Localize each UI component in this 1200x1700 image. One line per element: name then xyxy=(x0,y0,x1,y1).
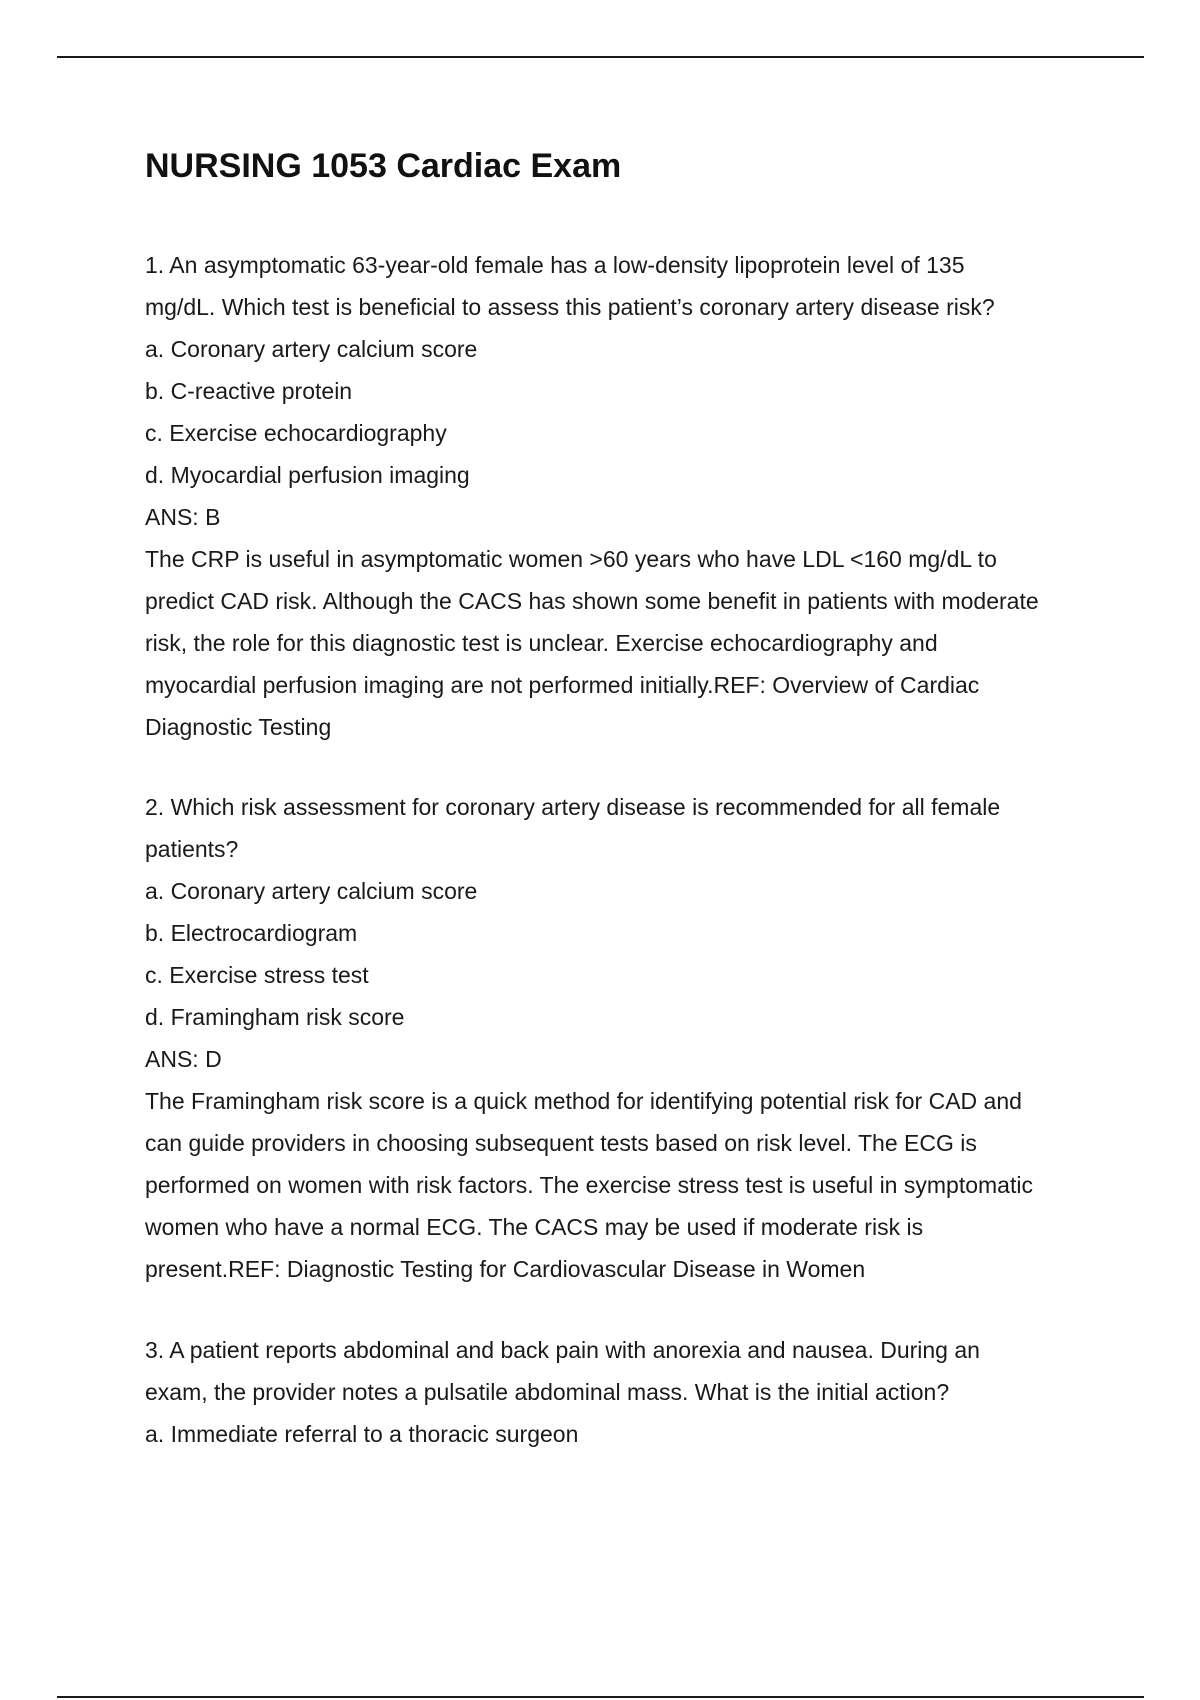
answer-option: d. Framingham risk score xyxy=(145,1004,405,1030)
rationale-line: women who have a normal ECG. The CACS may be used if moderate risk is xyxy=(145,1214,924,1240)
answer-option: c. Exercise stress test xyxy=(145,962,369,988)
answer-key: ANS: D xyxy=(145,1046,222,1072)
bottom-rule xyxy=(57,1696,1144,1698)
question-1 xyxy=(145,244,1095,748)
question-stem-line: 1. An asymptomatic 63-year-old female has a low-density lipoprotein level of 135 xyxy=(145,252,965,278)
rationale-line: Diagnostic Testing xyxy=(145,714,332,740)
question-stem-line: patients? xyxy=(145,836,239,862)
answer-option: b. Electrocardiogram xyxy=(145,920,358,946)
rationale-line: The Framingham risk score is a quick method for identifying potential risk for CAD and xyxy=(145,1088,1022,1114)
rationale-line: can guide providers in choosing subsequent tests based on risk level. The ECG is xyxy=(145,1130,977,1156)
rationale-line: predict CAD risk. Although the CACS has shown some benefit in patients with moderate xyxy=(145,588,1039,614)
rationale-line: myocardial perfusion imaging are not performed initially.REF: Overview of Cardiac xyxy=(145,672,980,698)
answer-option: c. Exercise echocardiography xyxy=(145,420,447,446)
answer-key: ANS: B xyxy=(145,504,221,530)
answer-option: a. Coronary artery calcium score xyxy=(145,878,478,904)
rationale-line: performed on women with risk factors. The exercise stress test is useful in symptomatic xyxy=(145,1172,1033,1198)
answer-option: a. Immediate referral to a thoracic surgeon xyxy=(145,1421,579,1447)
answer-option: a. Coronary artery calcium score xyxy=(145,336,478,362)
rationale-line: The CRP is useful in asymptomatic women >60 years who have LDL <160 mg/dL to xyxy=(145,546,997,572)
question-stem-line: mg/dL. Which test is beneficial to assess this patient’s coronary artery disease risk? xyxy=(145,294,995,320)
page-title: NURSING 1053 Cardiac Exam xyxy=(145,147,622,185)
question-stem-line: 3. A patient reports abdominal and back pain with anorexia and nausea. During an xyxy=(145,1337,980,1363)
top-rule xyxy=(57,56,1144,58)
question-2 xyxy=(145,786,1095,1290)
question-3 xyxy=(145,1329,1095,1455)
question-stem-line: exam, the provider notes a pulsatile abdominal mass. What is the initial action? xyxy=(145,1379,950,1405)
answer-option: d. Myocardial perfusion imaging xyxy=(145,462,470,488)
rationale-line: present.REF: Diagnostic Testing for Cardiovascular Disease in Women xyxy=(145,1256,866,1282)
question-stem-line: 2. Which risk assessment for coronary artery disease is recommended for all female xyxy=(145,794,1001,820)
answer-option: b. C-reactive protein xyxy=(145,378,353,404)
rationale-line: risk, the role for this diagnostic test is unclear. Exercise echocardiography and xyxy=(145,630,938,656)
